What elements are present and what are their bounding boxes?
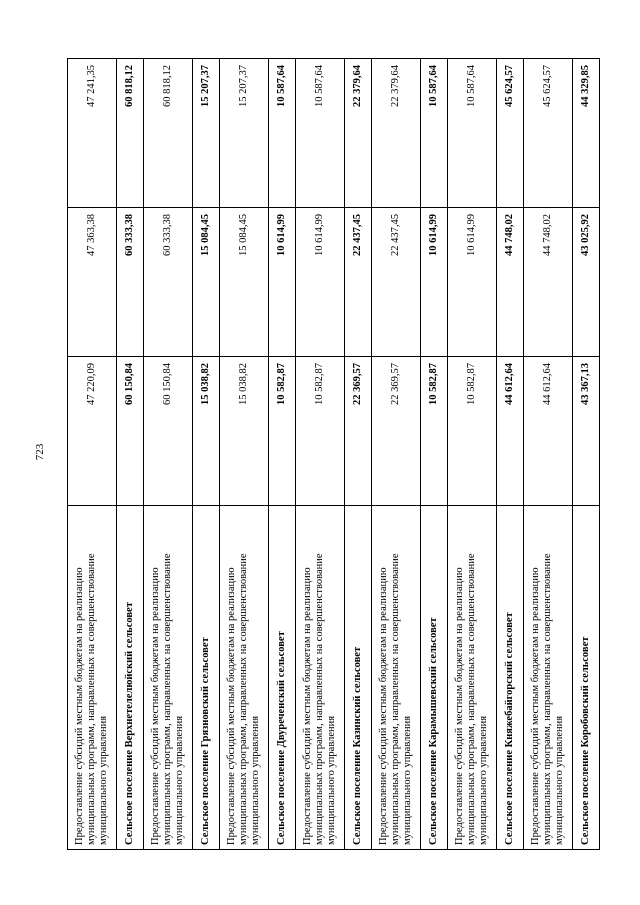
amount-year-2: 22 437,45 [345, 208, 372, 357]
amount-year-1: 22 369,57 [372, 357, 421, 506]
amount-year-2: 10 614,99 [296, 208, 345, 357]
row-name: Сельское поселение Княжебайгорский сельсовет [497, 506, 524, 850]
subsidy-row [68, 59, 117, 850]
amount-year-1: 44 612,64 [524, 357, 573, 506]
row-name: Предоставление субсидий местным бюджетам на реализацию муниципальных программ, направленных на совершенствование муниципального управления [68, 506, 117, 850]
amount-year-1: 15 038,82 [220, 357, 269, 506]
row-name: Сельское поселение Двуреченский сельсовет [269, 506, 296, 850]
settlement-row [193, 59, 220, 850]
amount-year-1: 60 150,84 [144, 357, 193, 506]
row-name: Предоставление субсидий местным бюджетам на реализацию муниципальных программ, направленных на совершенствование муниципального управления [524, 506, 573, 850]
amount-year-3: 10 587,64 [421, 59, 448, 208]
amount-year-2: 10 614,99 [269, 208, 296, 357]
amount-year-3: 15 207,37 [193, 59, 220, 208]
settlement-row [117, 59, 144, 850]
amount-year-3: 60 818,12 [144, 59, 193, 208]
amount-year-3: 10 587,64 [448, 59, 497, 208]
subsidy-row [372, 59, 421, 850]
amount-year-1: 10 582,87 [448, 357, 497, 506]
amount-year-3: 47 241,35 [68, 59, 117, 208]
subsidy-row [448, 59, 497, 850]
subsidy-row [524, 59, 573, 850]
amount-year-1: 10 582,87 [296, 357, 345, 506]
row-name: Сельское поселение Верхнетелелюйский сельсовет [117, 506, 144, 850]
row-name: Предоставление субсидий местным бюджетам на реализацию муниципальных программ, направленных на совершенствование муниципального управления [448, 506, 497, 850]
row-name: Сельское поселение Коробовский сельсовет [573, 506, 600, 850]
amount-year-3: 45 624,57 [524, 59, 573, 208]
amount-year-1: 60 150,84 [117, 357, 144, 506]
subsidy-row [220, 59, 269, 850]
row-name: Предоставление субсидий местным бюджетам на реализацию муниципальных программ, направленных на совершенствование муниципального управления [372, 506, 421, 850]
amount-year-2: 60 333,38 [144, 208, 193, 357]
amount-year-2: 10 614,99 [448, 208, 497, 357]
amount-year-3: 22 379,64 [372, 59, 421, 208]
amount-year-1: 10 582,87 [421, 357, 448, 506]
amount-year-3: 10 587,64 [296, 59, 345, 208]
row-name: Сельское поселение Казинский сельсовет [345, 506, 372, 850]
settlement-row [573, 59, 600, 850]
amount-year-3: 22 379,64 [345, 59, 372, 208]
amount-year-1: 22 369,57 [345, 357, 372, 506]
amount-year-2: 22 437,45 [372, 208, 421, 357]
amount-year-3: 15 207,37 [220, 59, 269, 208]
amount-year-2: 15 084,45 [220, 208, 269, 357]
amount-year-1: 43 367,13 [573, 357, 600, 506]
amount-year-2: 44 748,02 [497, 208, 524, 357]
row-name: Предоставление субсидий местным бюджетам на реализацию муниципальных программ, направленных на совершенствование муниципального управления [220, 506, 269, 850]
amount-year-1: 44 612,64 [497, 357, 524, 506]
settlement-row [345, 59, 372, 850]
row-name: Сельское поселение Грязновский сельсовет [193, 506, 220, 850]
row-name: Сельское поселение Карамышевский сельсовет [421, 506, 448, 850]
amount-year-2: 10 614,99 [421, 208, 448, 357]
table-body [68, 59, 600, 850]
amount-year-1: 10 582,87 [269, 357, 296, 506]
amount-year-3: 45 624,57 [497, 59, 524, 208]
row-name: Предоставление субсидий местным бюджетам на реализацию муниципальных программ, направленных на совершенствование муниципального управления [144, 506, 193, 850]
amount-year-2: 47 363,38 [68, 208, 117, 357]
subsidy-row [144, 59, 193, 850]
landscape-page [67, 58, 619, 850]
budget-table [67, 58, 600, 850]
row-name: Предоставление субсидий местным бюджетам на реализацию муниципальных программ, направленных на совершенствование муниципального управления [296, 506, 345, 850]
amount-year-2: 15 084,45 [193, 208, 220, 357]
amount-year-2: 43 025,92 [573, 208, 600, 357]
settlement-row [497, 59, 524, 850]
amount-year-2: 44 748,02 [524, 208, 573, 357]
amount-year-1: 15 038,82 [193, 357, 220, 506]
amount-year-3: 10 587,64 [269, 59, 296, 208]
subsidy-row [296, 59, 345, 850]
amount-year-3: 44 329,85 [573, 59, 600, 208]
settlement-row [421, 59, 448, 850]
page-number: 723 [34, 443, 46, 461]
amount-year-1: 47 220,09 [68, 357, 117, 506]
amount-year-3: 60 818,12 [117, 59, 144, 208]
amount-year-2: 60 333,38 [117, 208, 144, 357]
rotated-table-container [67, 58, 619, 850]
settlement-row [269, 59, 296, 850]
